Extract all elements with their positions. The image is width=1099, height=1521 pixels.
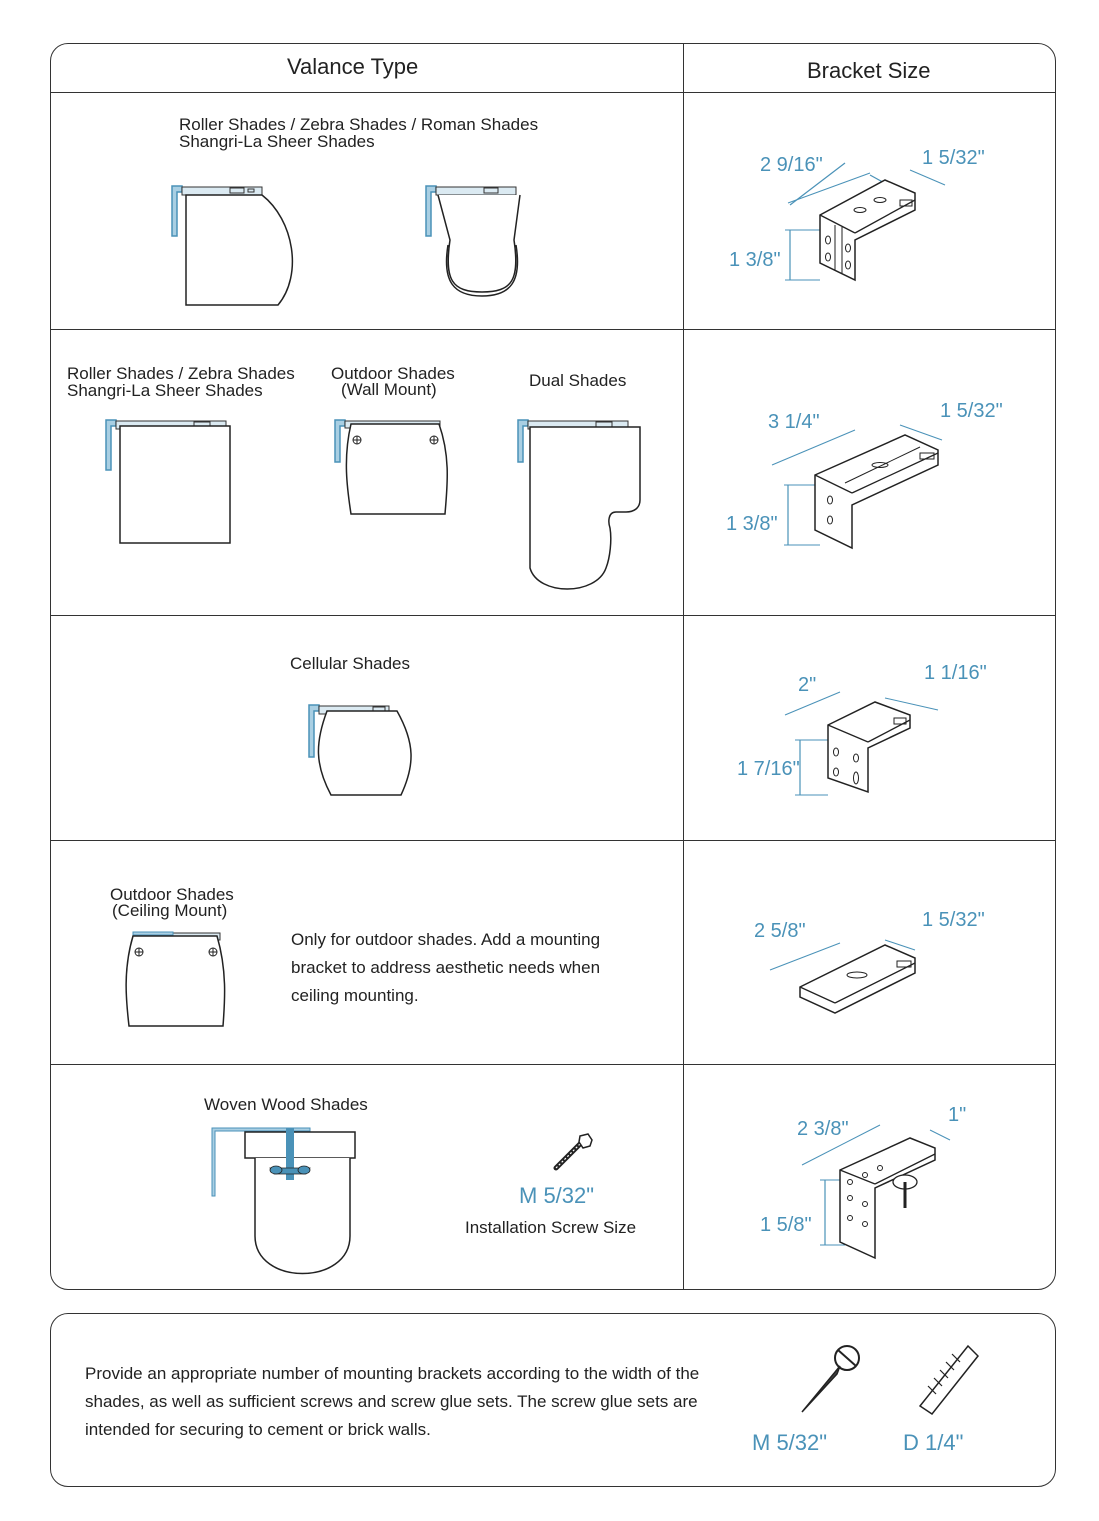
roller-shade-square-diagram [104, 418, 234, 548]
row3-height-dim: 1 7/16" [737, 758, 800, 780]
row5-height-dim: 1 5/8" [760, 1214, 812, 1236]
row4-width-dim: 1 5/32" [922, 909, 985, 931]
row2-label-line1: Roller Shades / Zebra Shades [67, 364, 295, 383]
header-bracket-size: Bracket Size [807, 58, 931, 83]
row-divider [50, 615, 1056, 616]
row3-label: Cellular Shades [290, 654, 411, 673]
roller-shade-valance-diagram [168, 180, 298, 310]
outdoor-ceiling-mount-diagram [125, 930, 230, 1030]
row2-length-dim: 3 1/4" [768, 411, 820, 433]
row2-outdoor-label-line2: (Wall Mount) [341, 380, 437, 399]
row2-dual-label: Dual Shades [529, 371, 627, 390]
row2-label-line2: Shangri-La Sheer Shades [67, 381, 263, 400]
row4-label-line2: (Ceiling Mount) [112, 901, 228, 920]
row-divider [50, 329, 1056, 330]
row5-label: Woven Wood Shades [204, 1095, 368, 1114]
row-divider [50, 840, 1056, 841]
cellular-shade-diagram [307, 703, 417, 803]
wall-screw-icon [790, 1340, 865, 1420]
installation-screw-icon [548, 1130, 598, 1175]
row5-length-dim: 2 3/8" [797, 1118, 849, 1140]
row1-label-line1: Roller Shades / Zebra Shades / Roman Shades [179, 115, 539, 134]
row1-width-dim: 1 5/32" [922, 147, 985, 169]
row1-height-dim: 1 3/8" [729, 249, 781, 271]
header-valance-type: Valance Type [287, 54, 419, 79]
row2-outdoor-label-line1: Outdoor Shades [331, 364, 455, 383]
footer-text: Provide an appropriate number of mounting brackets according to the width of the shades, as well as sufficient screws and screw glue sets. The screw glue sets are intended for securing to cement or brick walls. [85, 1364, 700, 1439]
row4-note: Only for outdoor shades. Add a mounting bracket to address aesthetic needs when ceiling mounting. [291, 930, 601, 1005]
row2-height-dim: 1 3/8" [726, 513, 778, 535]
row1-length-dim: 2 9/16" [760, 154, 823, 176]
footer-screw-label: M 5/32" [752, 1430, 828, 1455]
row5-screw-caption: Installation Screw Size [465, 1218, 637, 1237]
row4-label-line1: Outdoor Shades [110, 885, 234, 904]
row2-width-dim: 1 5/32" [940, 400, 1003, 422]
row3-width-dim: 1 1/16" [924, 662, 987, 684]
dual-shade-diagram [516, 418, 646, 598]
roman-shade-valance-diagram [422, 180, 532, 300]
bracket-diagram-row3 [770, 680, 970, 810]
wall-anchor-icon [910, 1340, 985, 1420]
row1-label-line2: Shangri-La Sheer Shades [179, 132, 375, 151]
row-divider [50, 1064, 1056, 1065]
row3-length-dim: 2" [798, 674, 817, 696]
outdoor-wall-mount-diagram [333, 418, 453, 518]
footer-anchor-label: D 1/4" [903, 1430, 964, 1455]
row4-length-dim: 2 5/8" [754, 920, 806, 942]
row5-screw-size: M 5/32" [519, 1183, 595, 1208]
row5-width-dim: 1" [948, 1104, 967, 1126]
woven-wood-shade-diagram [210, 1126, 360, 1281]
table-column-divider [683, 43, 684, 1290]
row-divider [50, 92, 1056, 93]
